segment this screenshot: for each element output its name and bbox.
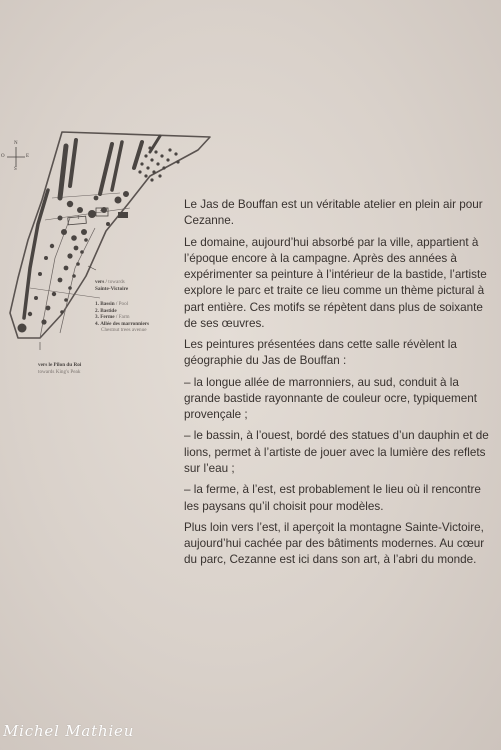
paragraph-geography: Les peintures présentées dans cette salle révèlent la géographie du Jas de Bouffan : [184, 338, 457, 368]
legend-item-bastide: 2. Bastide [95, 307, 117, 314]
exhibition-wall-text [184, 197, 490, 574]
legend-item-avenue-en: Chestnut trees avenue [101, 327, 147, 333]
map-legend [95, 279, 149, 334]
east-direction-label: vers / towards [95, 279, 125, 285]
map-marker-1: 1 [77, 216, 80, 221]
paragraph-intro: Le Jas de Bouffan est un véritable atelier en plein air pour Cezanne. [184, 198, 483, 228]
compass-west: O [1, 154, 5, 159]
legend-item-avenue: 4. Allée des marronniers [95, 320, 150, 327]
legend-item-farm: 3. Ferme / Farm [95, 314, 130, 320]
paragraph-pool: – le bassin, à l’ouest, bordé des statues d’un dauphin et de lions, permet à l’artiste de jouer avec la lumière des reflets sur l’eau ; [184, 429, 489, 475]
photographer-signature: Michel Mathieu [3, 722, 135, 740]
compass-east: E [26, 154, 30, 159]
paragraph-domain: Le domaine, aujourd’hui absorbé par la ville, appartient à l’époque encore à la campagne. Après des années à expérimenter sa peinture à l’intérieur de la bastide, l’artiste explore le parc et traite ce lieu comme un thème pictural à part entière. Ces motifs se répètent dans plus de soixante de ses œuvres. [184, 235, 487, 330]
legend-item-pool: 1. Bassin / Pool [95, 301, 129, 307]
compass-north: N [14, 141, 18, 146]
paragraph-sainte-victoire: Plus loin vers l’est, il aperçoit la montagne Sainte-Victoire, aujourd’hui cachée par des bâtiments modernes. Au cœur du parc, Cezanne est ici dans son art, à l’abri du monde. [184, 520, 485, 567]
compass-south: S [14, 167, 17, 172]
east-direction-place: Sainte-Victoire [95, 285, 129, 292]
map-marker-2: 2 [100, 208, 103, 213]
paragraph-avenue: – la longue allée de marronniers, au sud, conduit à la grande bastide rayonnante de couleur ocre, typiquement provençale ; [184, 375, 478, 422]
south-direction-label: vers le Pilon du Roi towards King's Peak [38, 362, 82, 375]
paragraph-farm: – la ferme, à l’est, est probablement le lieu où il rencontre les paysans qu’il choisit pour modèles. [184, 483, 481, 513]
